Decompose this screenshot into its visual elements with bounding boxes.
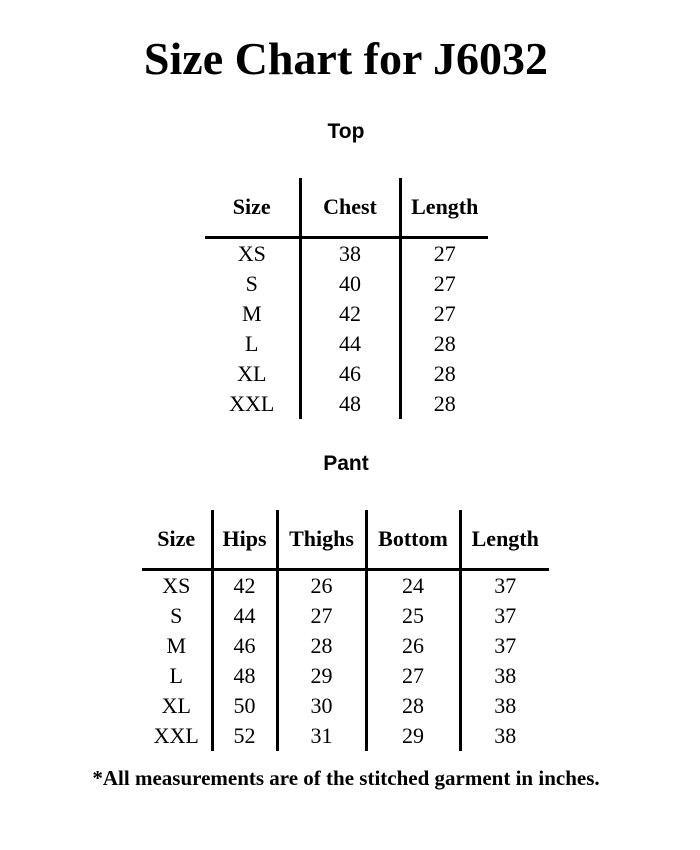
page-title: Size Chart for J6032 bbox=[143, 33, 549, 84]
table-cell: 44 bbox=[212, 601, 277, 631]
column-header-length: Length bbox=[460, 510, 549, 570]
column-header-bottom: Bottom bbox=[366, 510, 460, 570]
pant-table-body bbox=[142, 570, 549, 752]
table-cell: 37 bbox=[494, 573, 517, 598]
table-cell: 24 bbox=[366, 570, 460, 602]
table-cell: 48 bbox=[300, 389, 400, 419]
table-cell: S bbox=[205, 269, 300, 299]
table-cell: 48 bbox=[212, 661, 277, 691]
table-cell: S bbox=[142, 601, 212, 631]
top-table-body bbox=[205, 238, 488, 420]
table-cell: 27 bbox=[366, 661, 460, 691]
table-cell: 31 bbox=[277, 721, 366, 751]
table-cell: M bbox=[142, 631, 212, 661]
table-row bbox=[205, 269, 488, 299]
table-cell: 30 bbox=[277, 691, 366, 721]
table-cell: XS bbox=[142, 570, 212, 602]
table-cell: 28 bbox=[366, 691, 460, 721]
table-cell: 26 bbox=[277, 570, 366, 602]
table-cell: 46 bbox=[212, 631, 277, 661]
table-cell: XXL bbox=[205, 389, 300, 419]
table-header-row bbox=[205, 178, 488, 238]
column-header-thighs: Thighs bbox=[277, 510, 366, 570]
column-header-length: Length bbox=[400, 178, 488, 238]
table-cell: XS bbox=[205, 238, 300, 270]
table-cell: 40 bbox=[300, 269, 400, 299]
table-cell: 38 bbox=[494, 693, 517, 718]
table-row bbox=[142, 570, 549, 602]
table-row bbox=[142, 721, 549, 751]
table-row bbox=[142, 661, 549, 691]
table-cell: XXL bbox=[142, 721, 212, 751]
top-size-table bbox=[205, 178, 488, 419]
table-cell: 27 bbox=[433, 241, 456, 266]
measurement-footnote: *All measurements are of the stitched garment in inches. bbox=[92, 766, 600, 790]
table-cell: 28 bbox=[433, 361, 456, 386]
column-header-hips: Hips bbox=[212, 510, 277, 570]
top-section-heading: Top bbox=[327, 120, 365, 143]
table-row bbox=[205, 299, 488, 329]
table-row bbox=[205, 329, 488, 359]
table-cell: L bbox=[205, 329, 300, 359]
table-cell: 37 bbox=[494, 603, 517, 628]
table-cell: 44 bbox=[300, 329, 400, 359]
column-header-size: Size bbox=[205, 178, 300, 238]
table-cell: 27 bbox=[433, 301, 456, 326]
table-row bbox=[205, 238, 488, 270]
table-row bbox=[142, 691, 549, 721]
table-cell: 28 bbox=[277, 631, 366, 661]
table-row bbox=[142, 631, 549, 661]
table-cell: XL bbox=[205, 359, 300, 389]
column-header-size: Size bbox=[142, 510, 212, 570]
table-cell: 29 bbox=[277, 661, 366, 691]
table-cell: 42 bbox=[300, 299, 400, 329]
table-cell: 29 bbox=[366, 721, 460, 751]
table-cell: 27 bbox=[433, 271, 456, 296]
table-row bbox=[205, 389, 488, 419]
table-row bbox=[142, 601, 549, 631]
table-cell: 37 bbox=[494, 633, 517, 658]
table-cell: 50 bbox=[212, 691, 277, 721]
pant-size-table bbox=[142, 510, 549, 751]
table-cell: 52 bbox=[212, 721, 277, 751]
table-row bbox=[205, 359, 488, 389]
column-header-chest: Chest bbox=[300, 178, 400, 238]
table-cell: M bbox=[205, 299, 300, 329]
table-cell: XL bbox=[142, 691, 212, 721]
table-cell: 46 bbox=[300, 359, 400, 389]
table-cell: 38 bbox=[494, 663, 517, 688]
table-cell: 25 bbox=[366, 601, 460, 631]
table-header-row bbox=[142, 510, 549, 570]
table-cell: 28 bbox=[433, 391, 456, 416]
table-cell: 28 bbox=[433, 331, 456, 356]
pant-section-heading: Pant bbox=[323, 452, 369, 475]
table-cell: 38 bbox=[494, 723, 517, 748]
table-cell: 27 bbox=[277, 601, 366, 631]
table-cell: 38 bbox=[300, 238, 400, 270]
table-cell: L bbox=[142, 661, 212, 691]
table-cell: 26 bbox=[366, 631, 460, 661]
table-cell: 42 bbox=[212, 570, 277, 602]
